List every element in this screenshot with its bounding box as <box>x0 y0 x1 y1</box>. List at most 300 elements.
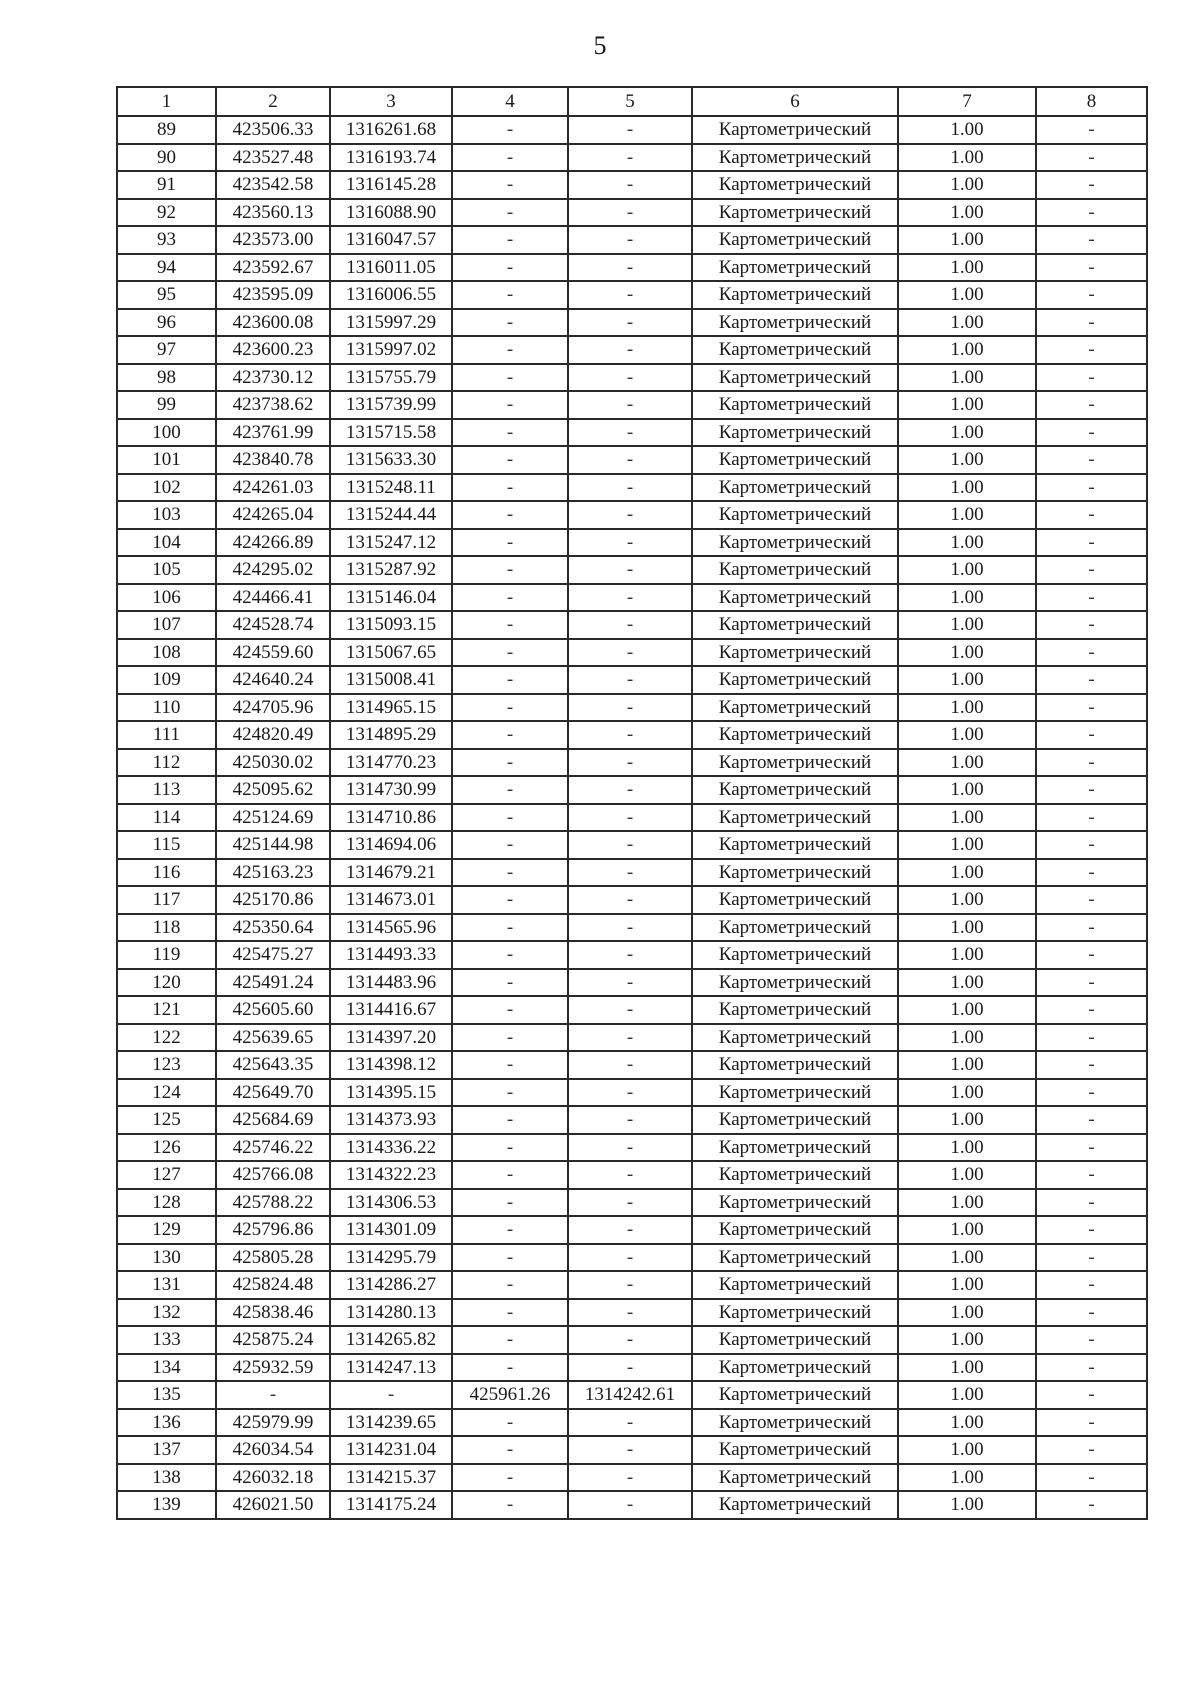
table-cell: 1314710.86 <box>330 804 452 832</box>
table-cell: 94 <box>117 254 216 282</box>
table-cell: 1314416.67 <box>330 996 452 1024</box>
table-cell: Картометрический <box>692 1299 898 1327</box>
table-cell: - <box>568 1299 692 1327</box>
table-cell: 1.00 <box>898 144 1036 172</box>
table-cell: 1.00 <box>898 281 1036 309</box>
table-cell: 425979.99 <box>216 1409 330 1437</box>
table-cell: 1314265.82 <box>330 1326 452 1354</box>
table-cell: 1.00 <box>898 419 1036 447</box>
table-row <box>117 1436 1147 1464</box>
table-cell: 118 <box>117 914 216 942</box>
table-cell: Картометрический <box>692 501 898 529</box>
table-cell: - <box>568 1079 692 1107</box>
table-cell: 99 <box>117 391 216 419</box>
table-cell: 138 <box>117 1464 216 1492</box>
table-cell: - <box>1036 501 1147 529</box>
table-cell: 1315146.04 <box>330 584 452 612</box>
table-cell: - <box>568 474 692 502</box>
table-cell: 108 <box>117 639 216 667</box>
table-cell: - <box>452 199 568 227</box>
table-cell: - <box>1036 1161 1147 1189</box>
table-row <box>117 721 1147 749</box>
table-cell: Картометрический <box>692 419 898 447</box>
table-cell: - <box>1036 1409 1147 1437</box>
table-cell: 425605.60 <box>216 996 330 1024</box>
table-cell: Картометрический <box>692 226 898 254</box>
table-cell: - <box>452 1271 568 1299</box>
table-cell: 133 <box>117 1326 216 1354</box>
table-cell: 1315287.92 <box>330 556 452 584</box>
table-cell: 1314286.27 <box>330 1271 452 1299</box>
table-row <box>117 1079 1147 1107</box>
table-cell: Картометрический <box>692 1106 898 1134</box>
table-cell: 1316011.05 <box>330 254 452 282</box>
table-cell: 424820.49 <box>216 721 330 749</box>
table-cell: - <box>452 254 568 282</box>
table-row <box>117 556 1147 584</box>
table-cell: 123 <box>117 1051 216 1079</box>
table-cell: Картометрический <box>692 804 898 832</box>
table-cell: 423595.09 <box>216 281 330 309</box>
table-cell: 1315093.15 <box>330 611 452 639</box>
table-row <box>117 336 1147 364</box>
table-cell: 1315248.11 <box>330 474 452 502</box>
table-cell: - <box>452 446 568 474</box>
table-cell: 1.00 <box>898 859 1036 887</box>
column-header: 6 <box>692 87 898 116</box>
table-cell: Картометрический <box>692 1464 898 1492</box>
table-cell: 111 <box>117 721 216 749</box>
table-cell: Картометрический <box>692 254 898 282</box>
table-cell: 1.00 <box>898 199 1036 227</box>
table-cell: - <box>1036 419 1147 447</box>
table-cell: 1.00 <box>898 529 1036 557</box>
table-cell: 1.00 <box>898 1216 1036 1244</box>
table-cell: 1.00 <box>898 776 1036 804</box>
table-cell: 1.00 <box>898 556 1036 584</box>
table-cell: - <box>1036 1326 1147 1354</box>
table-cell: 1316261.68 <box>330 116 452 144</box>
table-cell: 1314373.93 <box>330 1106 452 1134</box>
table-cell: - <box>568 116 692 144</box>
table-cell: Картометрический <box>692 116 898 144</box>
table-cell: - <box>568 1106 692 1134</box>
table-cell: - <box>568 226 692 254</box>
table-cell: - <box>1036 309 1147 337</box>
table-cell: Картометрический <box>692 749 898 777</box>
table-cell: 424295.02 <box>216 556 330 584</box>
table-cell: 124 <box>117 1079 216 1107</box>
table-cell: - <box>1036 1106 1147 1134</box>
table-cell: - <box>452 529 568 557</box>
table-cell: - <box>568 639 692 667</box>
table-cell: - <box>452 969 568 997</box>
table-row <box>117 804 1147 832</box>
table-cell: Картометрический <box>692 941 898 969</box>
table-cell: Картометрический <box>692 611 898 639</box>
table-cell: 101 <box>117 446 216 474</box>
table-cell: - <box>568 721 692 749</box>
table-cell: 1.00 <box>898 1271 1036 1299</box>
table-cell: - <box>1036 584 1147 612</box>
table-cell: 425788.22 <box>216 1189 330 1217</box>
table-cell: - <box>452 1189 568 1217</box>
table-cell: - <box>568 969 692 997</box>
table-cell: 1314770.23 <box>330 749 452 777</box>
table-cell: - <box>568 391 692 419</box>
table-cell: 425649.70 <box>216 1079 330 1107</box>
table-cell: - <box>452 116 568 144</box>
table-cell: - <box>452 1051 568 1079</box>
table-cell: - <box>452 1244 568 1272</box>
table-cell: - <box>1036 776 1147 804</box>
table-cell: 1314694.06 <box>330 831 452 859</box>
table-cell: - <box>568 831 692 859</box>
table-cell: 1.00 <box>898 831 1036 859</box>
table-cell: - <box>1036 1189 1147 1217</box>
table-cell: Картометрический <box>692 1051 898 1079</box>
table-cell: - <box>1036 914 1147 942</box>
table-cell: 126 <box>117 1134 216 1162</box>
table-cell: 1.00 <box>898 1436 1036 1464</box>
table-cell: 425746.22 <box>216 1134 330 1162</box>
table-cell: 1314483.96 <box>330 969 452 997</box>
table-cell: 1.00 <box>898 1381 1036 1409</box>
table-cell: - <box>568 309 692 337</box>
table-cell: - <box>452 364 568 392</box>
column-header: 8 <box>1036 87 1147 116</box>
table-cell: - <box>1036 859 1147 887</box>
table-cell: - <box>568 1244 692 1272</box>
table-row <box>117 226 1147 254</box>
table-cell: 92 <box>117 199 216 227</box>
table-row <box>117 446 1147 474</box>
table-cell: - <box>1036 474 1147 502</box>
table-cell: Картометрический <box>692 281 898 309</box>
table-cell: Картометрический <box>692 1326 898 1354</box>
table-cell: 1316193.74 <box>330 144 452 172</box>
table-cell: 424265.04 <box>216 501 330 529</box>
table-row <box>117 419 1147 447</box>
table-cell: - <box>452 1106 568 1134</box>
table-cell: Картометрический <box>692 859 898 887</box>
table-cell: 1.00 <box>898 309 1036 337</box>
table-cell: Картометрический <box>692 1381 898 1409</box>
table-cell: 135 <box>117 1381 216 1409</box>
table-cell: - <box>452 584 568 612</box>
table-cell: Картометрический <box>692 529 898 557</box>
table-cell: 425805.28 <box>216 1244 330 1272</box>
table-cell: - <box>452 391 568 419</box>
table-row <box>117 1491 1147 1519</box>
table-cell: - <box>1036 1051 1147 1079</box>
table-cell: 120 <box>117 969 216 997</box>
table-cell: - <box>1036 749 1147 777</box>
table-cell: 1314247.13 <box>330 1354 452 1382</box>
table-cell: 95 <box>117 281 216 309</box>
table-cell: - <box>452 171 568 199</box>
table-cell: 117 <box>117 886 216 914</box>
table-cell: 1.00 <box>898 1244 1036 1272</box>
table-cell: Картометрический <box>692 914 898 942</box>
table-cell: 424640.24 <box>216 666 330 694</box>
table-cell: - <box>1036 666 1147 694</box>
table-cell: - <box>568 1189 692 1217</box>
table-cell: 1314895.29 <box>330 721 452 749</box>
column-header: 1 <box>117 87 216 116</box>
table-cell: 1.00 <box>898 171 1036 199</box>
table-cell: - <box>452 1161 568 1189</box>
table-row <box>117 254 1147 282</box>
table-cell: Картометрический <box>692 584 898 612</box>
table-cell: 425875.24 <box>216 1326 330 1354</box>
table-cell: 1.00 <box>898 336 1036 364</box>
table-cell: - <box>1036 391 1147 419</box>
table-cell: 1.00 <box>898 996 1036 1024</box>
table-cell: 1315715.58 <box>330 419 452 447</box>
column-header: 3 <box>330 87 452 116</box>
table-cell: Картометрический <box>692 886 898 914</box>
table-cell: - <box>452 776 568 804</box>
table-cell: 425163.23 <box>216 859 330 887</box>
table-cell: 127 <box>117 1161 216 1189</box>
table-cell: - <box>568 1216 692 1244</box>
table-cell: 1316047.57 <box>330 226 452 254</box>
table-cell: 1.00 <box>898 749 1036 777</box>
table-cell: - <box>452 804 568 832</box>
table-cell: - <box>452 336 568 364</box>
table-cell: 1.00 <box>898 1079 1036 1107</box>
table-cell: 1316006.55 <box>330 281 452 309</box>
table-cell: - <box>452 1409 568 1437</box>
table-cell: 1.00 <box>898 474 1036 502</box>
table-cell: 1.00 <box>898 446 1036 474</box>
table-cell: 1315633.30 <box>330 446 452 474</box>
table-row <box>117 1271 1147 1299</box>
table-cell: Картометрический <box>692 1244 898 1272</box>
table-cell: 116 <box>117 859 216 887</box>
table-cell: 1.00 <box>898 1491 1036 1519</box>
table-cell: - <box>568 1464 692 1492</box>
table-cell: 114 <box>117 804 216 832</box>
table-cell: 424559.60 <box>216 639 330 667</box>
table-row <box>117 584 1147 612</box>
table-cell: 425095.62 <box>216 776 330 804</box>
table-cell: - <box>1036 1381 1147 1409</box>
table-cell: - <box>568 364 692 392</box>
table-cell: - <box>452 996 568 1024</box>
table-cell: Картометрический <box>692 1216 898 1244</box>
table-cell: - <box>1036 556 1147 584</box>
table-cell: - <box>1036 831 1147 859</box>
table-cell: - <box>568 171 692 199</box>
table-cell: - <box>452 859 568 887</box>
table-cell: 1.00 <box>898 721 1036 749</box>
table-cell: - <box>1036 1024 1147 1052</box>
table-cell: - <box>452 1464 568 1492</box>
table-cell: 426021.50 <box>216 1491 330 1519</box>
table-cell: 1.00 <box>898 391 1036 419</box>
table-cell: - <box>568 446 692 474</box>
table-cell: 1316145.28 <box>330 171 452 199</box>
table-cell: 1.00 <box>898 1051 1036 1079</box>
table-cell: - <box>1036 226 1147 254</box>
table-cell: - <box>452 1436 568 1464</box>
table-cell: 425838.46 <box>216 1299 330 1327</box>
table-row <box>117 859 1147 887</box>
table-cell: - <box>1036 1299 1147 1327</box>
table-cell: - <box>1036 446 1147 474</box>
table-cell: 423542.58 <box>216 171 330 199</box>
table-cell: - <box>568 1134 692 1162</box>
table-cell: - <box>568 611 692 639</box>
table-cell: 1.00 <box>898 116 1036 144</box>
table-cell: - <box>452 831 568 859</box>
table-cell: 1315008.41 <box>330 666 452 694</box>
table-cell: 424466.41 <box>216 584 330 612</box>
table-cell: - <box>568 144 692 172</box>
table-row <box>117 474 1147 502</box>
table-cell: 1.00 <box>898 1354 1036 1382</box>
table-cell: 1314239.65 <box>330 1409 452 1437</box>
table-cell: 1314215.37 <box>330 1464 452 1492</box>
table-cell: - <box>1036 1491 1147 1519</box>
table-row <box>117 1106 1147 1134</box>
table-cell: - <box>1036 639 1147 667</box>
table-cell: 1315997.02 <box>330 336 452 364</box>
table-cell: 425766.08 <box>216 1161 330 1189</box>
table-cell: 122 <box>117 1024 216 1052</box>
table-body <box>117 116 1147 1519</box>
table-cell: Картометрический <box>692 694 898 722</box>
table-row <box>117 1189 1147 1217</box>
table-cell: 1.00 <box>898 1326 1036 1354</box>
table-cell: - <box>216 1381 330 1409</box>
table-cell: - <box>568 666 692 694</box>
table-cell: Картометрический <box>692 666 898 694</box>
table-cell: - <box>568 336 692 364</box>
table-cell: 1314679.21 <box>330 859 452 887</box>
table-cell: 423600.08 <box>216 309 330 337</box>
table-cell: Картометрический <box>692 1161 898 1189</box>
table-cell: 1.00 <box>898 1161 1036 1189</box>
table-cell: 423506.33 <box>216 116 330 144</box>
table-cell: Картометрический <box>692 391 898 419</box>
table-cell: - <box>568 804 692 832</box>
table-cell: - <box>568 501 692 529</box>
table-cell: - <box>1036 336 1147 364</box>
table-cell: - <box>1036 254 1147 282</box>
table-row <box>117 1051 1147 1079</box>
table-cell: 423600.23 <box>216 336 330 364</box>
table-row <box>117 776 1147 804</box>
table-row <box>117 996 1147 1024</box>
table-cell: 132 <box>117 1299 216 1327</box>
table-cell: - <box>452 1079 568 1107</box>
table-row <box>117 1464 1147 1492</box>
table-cell: 1315755.79 <box>330 364 452 392</box>
table-cell: 1314295.79 <box>330 1244 452 1272</box>
table-cell: 425144.98 <box>216 831 330 859</box>
table-cell: 425684.69 <box>216 1106 330 1134</box>
table-cell: 1314336.22 <box>330 1134 452 1162</box>
table-row <box>117 1299 1147 1327</box>
table-row <box>117 309 1147 337</box>
table-cell: - <box>1036 804 1147 832</box>
table-cell: 1.00 <box>898 1134 1036 1162</box>
table-cell: - <box>568 694 692 722</box>
table-cell: - <box>1036 364 1147 392</box>
table-cell: 1.00 <box>898 804 1036 832</box>
table-cell: - <box>452 1216 568 1244</box>
table-row <box>117 969 1147 997</box>
table-cell: Картометрический <box>692 446 898 474</box>
table-cell: 1.00 <box>898 941 1036 969</box>
table-cell: 425824.48 <box>216 1271 330 1299</box>
page-number: 5 <box>593 31 607 60</box>
coordinates-table <box>116 86 1148 1520</box>
table-cell: 423738.62 <box>216 391 330 419</box>
table-cell: 426032.18 <box>216 1464 330 1492</box>
table-cell: - <box>568 996 692 1024</box>
table-cell: 423730.12 <box>216 364 330 392</box>
table-cell: - <box>568 419 692 447</box>
table-cell: - <box>568 914 692 942</box>
table-row <box>117 1024 1147 1052</box>
table-row <box>117 831 1147 859</box>
table-cell: Картометрический <box>692 1134 898 1162</box>
table-cell: - <box>568 1409 692 1437</box>
table-cell: 89 <box>117 116 216 144</box>
table-cell: 1314398.12 <box>330 1051 452 1079</box>
table-cell: 113 <box>117 776 216 804</box>
table-cell: 1315739.99 <box>330 391 452 419</box>
table-cell: 107 <box>117 611 216 639</box>
table-row <box>117 1326 1147 1354</box>
table-cell: 1.00 <box>898 1024 1036 1052</box>
table-cell: 1.00 <box>898 501 1036 529</box>
table-row <box>117 529 1147 557</box>
table-cell: 1315244.44 <box>330 501 452 529</box>
table-cell: 137 <box>117 1436 216 1464</box>
table-cell: 136 <box>117 1409 216 1437</box>
table-cell: - <box>568 749 692 777</box>
column-header: 2 <box>216 87 330 116</box>
table-cell: 125 <box>117 1106 216 1134</box>
table-cell: 93 <box>117 226 216 254</box>
table-cell: Картометрический <box>692 1491 898 1519</box>
table-cell: 1.00 <box>898 639 1036 667</box>
table-cell: - <box>452 749 568 777</box>
table-cell: - <box>1036 1079 1147 1107</box>
table-cell: - <box>568 1051 692 1079</box>
table-cell: 128 <box>117 1189 216 1217</box>
table-cell: 97 <box>117 336 216 364</box>
table-cell: 423573.00 <box>216 226 330 254</box>
table-row <box>117 639 1147 667</box>
table-cell: 110 <box>117 694 216 722</box>
table-row <box>117 1161 1147 1189</box>
table-row <box>117 1381 1147 1409</box>
table-cell: 1314730.99 <box>330 776 452 804</box>
table-cell: 104 <box>117 529 216 557</box>
table-cell: 1314231.04 <box>330 1436 452 1464</box>
table-cell: - <box>452 144 568 172</box>
table-cell: - <box>1036 969 1147 997</box>
column-header: 7 <box>898 87 1036 116</box>
table-cell: - <box>568 1436 692 1464</box>
table-cell: Картометрический <box>692 1354 898 1382</box>
